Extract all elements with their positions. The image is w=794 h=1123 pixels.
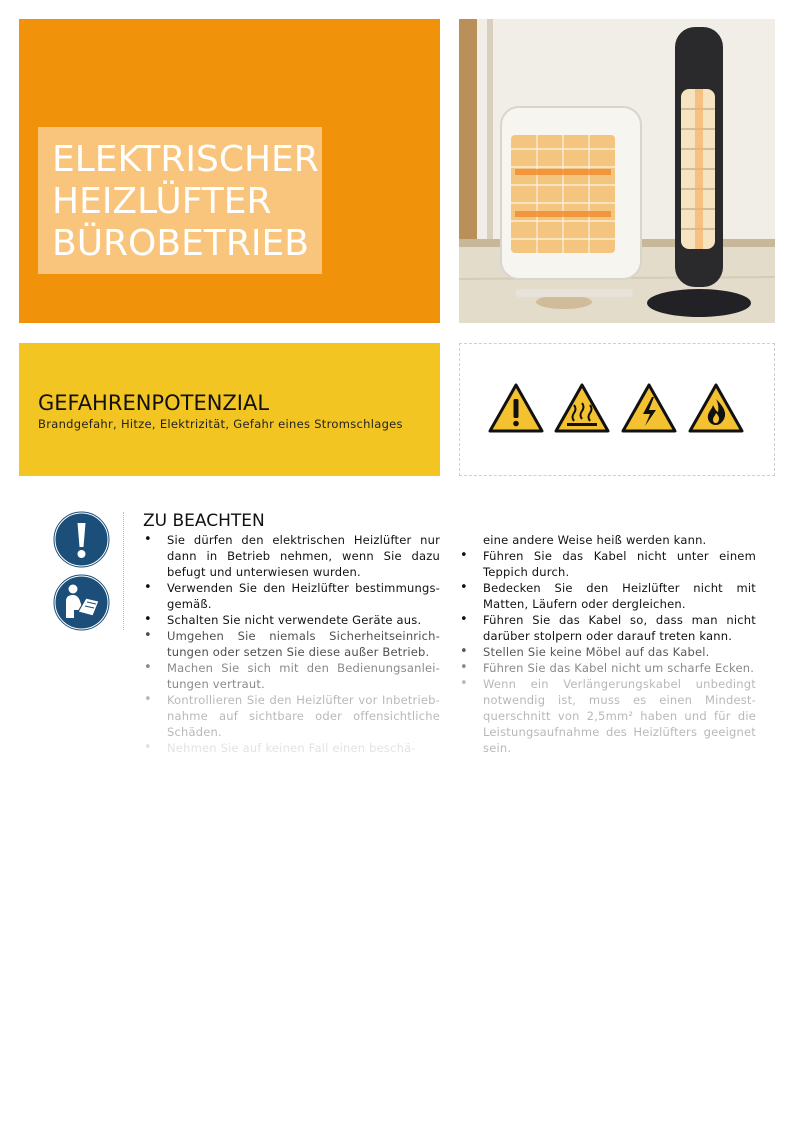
flammable-warning-icon [687,382,745,434]
title-line-1: ELEKTRISCHER [52,139,319,180]
left-notes-list [143,532,440,756]
title-line-2: HEIZLÜFTER [52,181,272,222]
list-item: • Kontrollieren Sie den Heizlüfter vor Inbetrieb-nahme auf sichtbare oder offensichtliche Schäden. [143,692,440,740]
warning-signs-box [459,343,775,476]
heater-photo-image [459,19,775,323]
electricity-warning-icon [620,382,678,434]
title-box [38,127,322,274]
list-item: • Führen Sie das Kabel nicht unter einem Teppich durch. [459,548,756,580]
hazard-title: GEFAHRENPOTENZIAL [38,391,270,415]
list-item: • Umgehen Sie niemals Sicherheitseinrich-tungen oder setzen Sie diese außer Betrieb. [143,628,440,660]
list-item: • Nehmen Sie auf keinen Fall einen beschä- [143,740,440,756]
list-item: • Stellen Sie keine Möbel auf das Kabel. [459,644,756,660]
list-item: • Verwenden Sie den Heizlüfter bestimmungs-gemäß. [143,580,440,612]
list-item: • Wenn ein Verlängerungskabel unbedingt notwendig ist, muss es einen Mindest-querschnitt von 2,5mm² haben und für die Leistungsaufnahme des Heizlüfters geeignet sein. [459,676,756,756]
divider-line [123,512,124,630]
mandatory-action-icon [53,511,110,568]
list-item: • Führen Sie das Kabel nicht um scharfe Ecken. [459,660,756,676]
heater-photo [459,19,775,323]
read-manual-icon [53,574,110,631]
list-item: • Führen Sie das Kabel so, dass man nicht darüber stolpern oder darauf treten kann. [459,612,756,644]
list-item: • Sie dürfen den elektrischen Heizlüfter nur dann in Betrieb nehmen, wenn Sie dazu befugt und unterwiesen wurden. [143,532,440,580]
notes-left-column [143,532,440,756]
hot-surface-icon [553,382,611,434]
right-notes-list [459,548,756,756]
notes-title: ZU BEACHTEN [143,511,265,531]
notes-right-column [459,532,756,756]
hazard-panel [19,343,440,476]
hazard-subtitle: Brandgefahr, Hitze, Elektrizität, Gefahr eines Stromschlages [38,417,403,431]
general-warning-icon [487,382,545,434]
list-item: • Schalten Sie nicht verwendete Geräte aus. [143,612,440,628]
right-column-continuation: eine andere Weise heiß werden kann. [483,533,707,547]
list-item: • Bedecken Sie den Heizlüfter nicht mit Matten, Läufern oder dergleichen. [459,580,756,612]
title-panel [19,19,440,323]
title-line-3: BÜROBETRIEB [52,223,309,264]
list-item: • Machen Sie sich mit den Bedienungsanlei-tungen vertraut. [143,660,440,692]
